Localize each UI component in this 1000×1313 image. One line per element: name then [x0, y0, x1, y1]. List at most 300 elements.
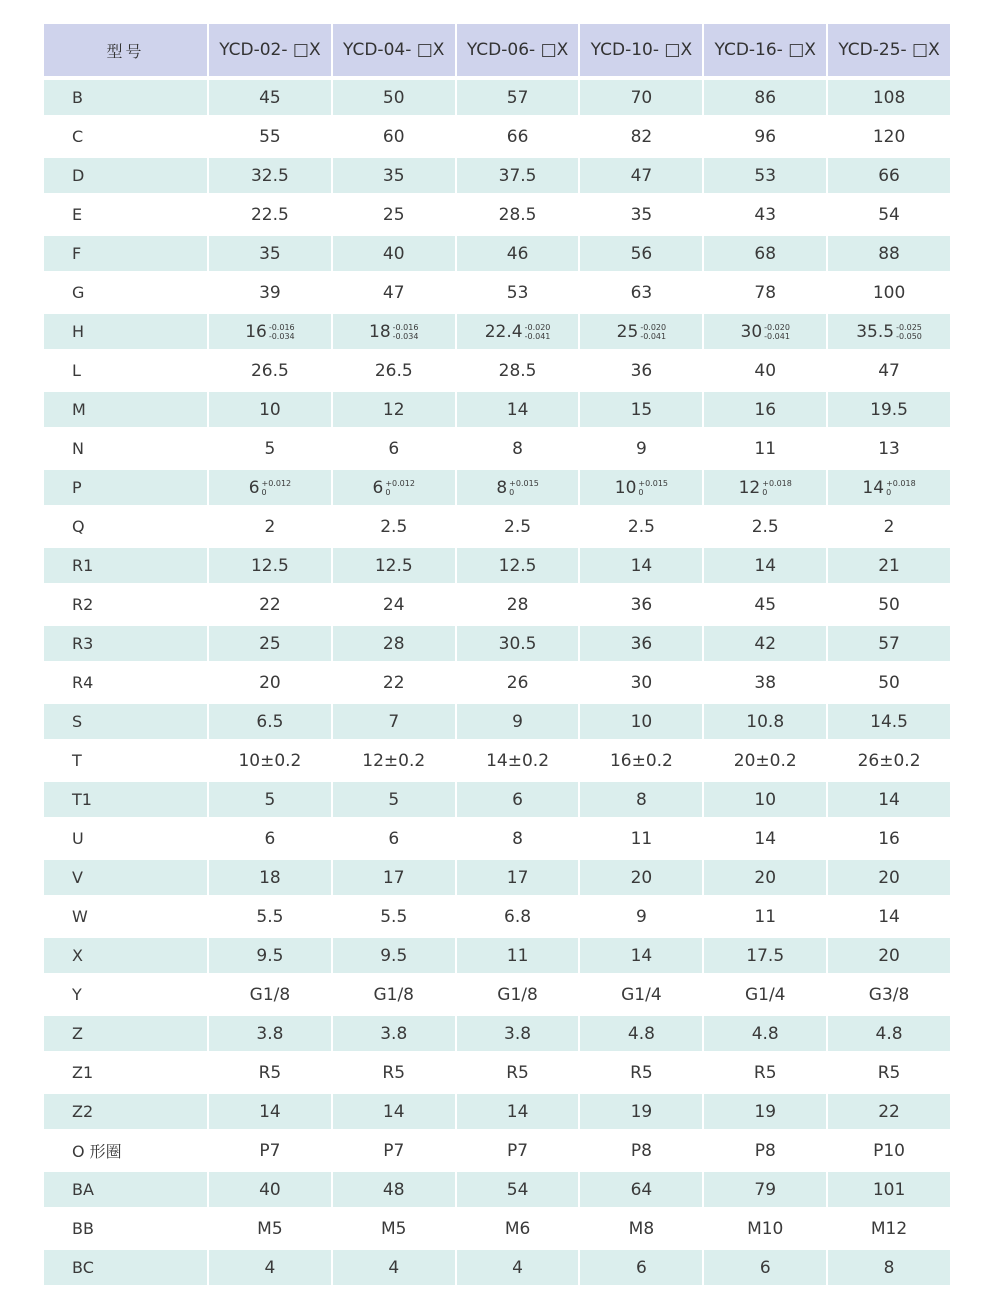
- cell-value: 6: [635, 1257, 647, 1278]
- table-cell: [704, 236, 826, 271]
- table-row: [44, 1211, 950, 1246]
- row-label: Y: [44, 977, 207, 1012]
- table-row: [44, 119, 950, 154]
- table-cell: [704, 80, 826, 115]
- cell-value: 47: [382, 282, 405, 303]
- cell-value: 26: [506, 672, 529, 693]
- cell-value: 17: [382, 867, 405, 888]
- table-cell: [828, 587, 950, 622]
- cell-value: 7: [388, 711, 400, 732]
- table-cell: [333, 1211, 455, 1246]
- cell-value: 4.8: [627, 1023, 655, 1044]
- cell-value: 40: [259, 1179, 281, 1200]
- cell-value: 10: [754, 789, 777, 810]
- table-cell: [457, 626, 579, 661]
- cell-value: 28: [382, 633, 405, 654]
- tolerance-upper: -0.016: [268, 322, 295, 332]
- cell-value: 10: [630, 711, 653, 732]
- table-cell: [333, 197, 455, 232]
- cell-value: 10.8: [746, 711, 785, 732]
- table-row: [44, 275, 950, 310]
- cell-value: 2.5: [751, 516, 779, 537]
- table-cell: [209, 353, 331, 388]
- table-cell: [828, 431, 950, 466]
- table-cell: [580, 860, 702, 895]
- table-cell: [828, 197, 950, 232]
- cell-value: 11: [630, 828, 653, 849]
- cell-value: 10: [259, 399, 281, 420]
- cell-value: P7: [507, 1140, 529, 1161]
- cell-value: 8: [512, 438, 523, 459]
- cell-value: 53: [754, 165, 777, 186]
- tolerance: [640, 323, 666, 341]
- table-cell: [457, 431, 579, 466]
- table-row: [44, 821, 950, 856]
- cell-value: 55: [259, 126, 281, 147]
- row-label: N: [44, 431, 207, 466]
- cell-value: 54: [878, 204, 900, 225]
- table-row: [44, 548, 950, 583]
- table-row: [44, 1055, 950, 1090]
- cell-value: 2: [264, 516, 276, 537]
- cell-value: 12: [382, 399, 405, 420]
- table-cell: [704, 314, 826, 349]
- cell-value: M5: [381, 1218, 407, 1239]
- cell-value: 57: [878, 633, 900, 654]
- cell-value: 101: [872, 1179, 906, 1200]
- cell-value: G1/8: [249, 984, 291, 1005]
- tolerance-upper: +0.012: [385, 478, 415, 488]
- cell-value: 4: [264, 1257, 276, 1278]
- cell-value: 13: [878, 438, 900, 459]
- table-cell: [457, 509, 579, 544]
- table-row: [44, 665, 950, 700]
- cell-value: 43: [754, 204, 777, 225]
- table-cell: [828, 236, 950, 271]
- tolerance-upper: -0.020: [640, 322, 667, 332]
- table-body: [44, 80, 950, 1285]
- cell-value: 26.5: [374, 360, 413, 381]
- table-cell: [333, 1250, 455, 1285]
- table-cell: [333, 392, 455, 427]
- table-cell: [457, 392, 579, 427]
- cell-value: M10: [747, 1218, 784, 1239]
- table-cell: [457, 353, 579, 388]
- cell-value: 54: [506, 1179, 529, 1200]
- cell-value: 66: [506, 126, 529, 147]
- row-label: D: [44, 158, 207, 193]
- cell-value: 9: [512, 711, 523, 732]
- cell-value: G3/8: [868, 984, 910, 1005]
- cell-value: 19.5: [870, 399, 908, 420]
- cell-value: 26±0.2: [857, 750, 921, 771]
- cell-value: 5.5: [256, 906, 284, 927]
- cell-value: 2.5: [504, 516, 532, 537]
- table-cell: [704, 899, 826, 934]
- cell-value: R5: [258, 1062, 282, 1083]
- cell-value: 11: [754, 906, 777, 927]
- table-cell: [704, 197, 826, 232]
- table-cell: [209, 860, 331, 895]
- cell-value: 47: [630, 165, 653, 186]
- table-row: [44, 1133, 950, 1168]
- tolerance-lower: -0.050: [896, 331, 922, 341]
- table-cell: [580, 704, 702, 739]
- table-cell: [580, 782, 702, 817]
- table-cell: [333, 704, 455, 739]
- cell-value: 8: [635, 789, 647, 810]
- cell-value: 5: [388, 789, 400, 810]
- table-cell: [457, 1016, 579, 1051]
- table-cell: [209, 275, 331, 310]
- table-cell: [457, 197, 579, 232]
- table-row: [44, 860, 950, 895]
- cell-value: 30.5: [498, 633, 537, 654]
- table-cell: [828, 1016, 950, 1051]
- table-row: [44, 392, 950, 427]
- table-cell: [457, 1250, 579, 1285]
- cell-value: 18: [369, 321, 391, 342]
- tolerance-lower: -0.041: [640, 331, 667, 341]
- cell-value: 9: [635, 906, 647, 927]
- table-cell: [457, 314, 579, 349]
- row-label: U: [44, 821, 207, 856]
- cell-value: 6: [388, 828, 400, 849]
- cell-value: 14: [382, 1101, 405, 1122]
- cell-value: 14±0.2: [486, 750, 550, 771]
- table-cell: [704, 938, 826, 973]
- cell-value: 36: [630, 594, 653, 615]
- table-cell: [704, 1016, 826, 1051]
- table-row: [44, 626, 950, 661]
- tolerance-upper: +0.015: [638, 478, 669, 488]
- table-cell: [333, 80, 455, 115]
- cell-value: 22: [878, 1101, 900, 1122]
- table-cell: [457, 743, 579, 778]
- cell-value: 3.8: [504, 1023, 532, 1044]
- table-cell: [828, 899, 950, 934]
- tolerance-lower: 0: [886, 487, 892, 497]
- table-cell: [580, 899, 702, 934]
- table-cell: [209, 626, 331, 661]
- table-cell: [704, 392, 826, 427]
- table-cell: [828, 782, 950, 817]
- table-cell: [457, 158, 579, 193]
- row-label: C: [44, 119, 207, 154]
- row-label: B: [44, 80, 207, 115]
- table-cell: [828, 80, 950, 115]
- table-cell: [580, 743, 702, 778]
- cell-value: 36: [630, 360, 653, 381]
- cell-value: 45: [754, 594, 777, 615]
- table-cell: [704, 743, 826, 778]
- table-row: [44, 899, 950, 934]
- cell-value: 35: [259, 243, 281, 264]
- row-label: BC: [44, 1250, 207, 1285]
- table-row: [44, 977, 950, 1012]
- cell-value: 42: [754, 633, 777, 654]
- tolerance: [262, 479, 292, 497]
- table-cell: [209, 197, 331, 232]
- table-cell: [704, 626, 826, 661]
- table-cell: [704, 1094, 826, 1129]
- cell-value: 64: [630, 1179, 653, 1200]
- tolerance: [764, 323, 790, 341]
- table-cell: [704, 509, 826, 544]
- table-row: [44, 587, 950, 622]
- table-cell: [580, 80, 702, 115]
- cell-value: 35.5: [856, 321, 895, 342]
- tolerance-lower: -0.034: [392, 331, 419, 341]
- tolerance: [509, 479, 539, 497]
- cell-value: 66: [878, 165, 900, 186]
- table-cell: [209, 782, 331, 817]
- tolerance: [762, 479, 792, 497]
- row-label: X: [44, 938, 207, 973]
- cell-value: 5: [264, 789, 276, 810]
- table-cell: [209, 938, 331, 973]
- cell-value: 38: [754, 672, 777, 693]
- cell-value: 25: [382, 204, 405, 225]
- row-label: M: [44, 392, 207, 427]
- table-cell: [457, 1094, 579, 1129]
- row-label: F: [44, 236, 207, 271]
- table-cell: [209, 743, 331, 778]
- table-cell: [580, 1172, 702, 1207]
- table-cell: [704, 548, 826, 583]
- table-cell: [333, 431, 455, 466]
- cell-value: 12: [738, 477, 761, 498]
- table-cell: [828, 1133, 950, 1168]
- table-cell: [333, 470, 455, 505]
- tolerance-upper: -0.016: [392, 322, 419, 332]
- table-row: [44, 314, 950, 349]
- row-label: R2: [44, 587, 207, 622]
- cell-value: 28.5: [498, 204, 537, 225]
- table-cell: [333, 665, 455, 700]
- cell-value: 2.5: [627, 516, 655, 537]
- cell-value: 4: [512, 1257, 523, 1278]
- tolerance-upper: -0.025: [896, 322, 922, 332]
- table-cell: [333, 626, 455, 661]
- table-row: [44, 80, 950, 115]
- table-cell: [828, 665, 950, 700]
- table-cell: [209, 470, 331, 505]
- row-label: O 形圈: [44, 1133, 207, 1168]
- cell-value: 14: [506, 1101, 529, 1122]
- cell-value: 22.5: [250, 204, 289, 225]
- table-cell: [333, 743, 455, 778]
- table-cell: [828, 821, 950, 856]
- header-model-col: YCD-04- □X: [333, 24, 455, 76]
- cell-value: P8: [754, 1140, 776, 1161]
- table-cell: [209, 1250, 331, 1285]
- cell-value: 6: [512, 789, 523, 810]
- cell-value: 32.5: [250, 165, 289, 186]
- table-cell: [209, 509, 331, 544]
- cell-value: 5: [264, 438, 276, 459]
- table-cell: [457, 899, 579, 934]
- cell-value: 5.5: [380, 906, 408, 927]
- table-cell: [704, 587, 826, 622]
- table-cell: [209, 158, 331, 193]
- table-cell: [828, 1250, 950, 1285]
- cell-value: 12±0.2: [362, 750, 426, 771]
- header-model-label: 型号: [44, 24, 207, 76]
- cell-value: 60: [382, 126, 405, 147]
- cell-value: 45: [259, 87, 281, 108]
- table-cell: [209, 1133, 331, 1168]
- table-cell: [209, 977, 331, 1012]
- cell-value: 11: [754, 438, 777, 459]
- row-label: R3: [44, 626, 207, 661]
- cell-value: 36: [630, 633, 653, 654]
- cell-value: 8: [883, 1257, 895, 1278]
- table-cell: [580, 626, 702, 661]
- row-label: H: [44, 314, 207, 349]
- row-label: S: [44, 704, 207, 739]
- row-label: V: [44, 860, 207, 895]
- row-label: T1: [44, 782, 207, 817]
- cell-value: 40: [382, 243, 405, 264]
- cell-value: M6: [504, 1218, 531, 1239]
- tolerance-upper: +0.018: [886, 478, 916, 488]
- tolerance: [638, 479, 668, 497]
- table-row: [44, 938, 950, 973]
- cell-value: 40: [754, 360, 777, 381]
- table-cell: [580, 1250, 702, 1285]
- table-cell: [457, 860, 579, 895]
- table-cell: [457, 821, 579, 856]
- cell-value: 14.5: [870, 711, 908, 732]
- row-label: T: [44, 743, 207, 778]
- tolerance: [393, 323, 419, 341]
- cell-value: 50: [878, 594, 900, 615]
- cell-value: 120: [872, 126, 906, 147]
- table-cell: [828, 860, 950, 895]
- table-row: [44, 158, 950, 193]
- row-label: Z2: [44, 1094, 207, 1129]
- tolerance: [896, 323, 922, 341]
- cell-value: 63: [630, 282, 653, 303]
- table-cell: [457, 275, 579, 310]
- cell-value: 53: [506, 282, 529, 303]
- cell-value: 2.5: [380, 516, 408, 537]
- cell-value: G1/8: [497, 984, 538, 1005]
- table-cell: [704, 275, 826, 310]
- table-cell: [580, 158, 702, 193]
- row-label: G: [44, 275, 207, 310]
- cell-value: 6: [759, 1257, 771, 1278]
- table-cell: [333, 548, 455, 583]
- cell-value: 14: [878, 789, 900, 810]
- header-model-col: YCD-06- □X: [457, 24, 579, 76]
- table-cell: [457, 938, 579, 973]
- cell-value: P7: [259, 1140, 281, 1161]
- table-cell: [209, 119, 331, 154]
- table-cell: [828, 158, 950, 193]
- cell-value: 4: [388, 1257, 400, 1278]
- table-cell: [704, 1133, 826, 1168]
- cell-value: R5: [753, 1062, 777, 1083]
- tolerance-lower: -0.034: [268, 331, 295, 341]
- table-cell: [828, 119, 950, 154]
- cell-value: R5: [506, 1062, 529, 1083]
- cell-value: 28: [506, 594, 529, 615]
- cell-value: 16: [245, 321, 267, 342]
- row-label: Z: [44, 1016, 207, 1051]
- cell-value: 17.5: [746, 945, 785, 966]
- cell-value: 6.5: [256, 711, 284, 732]
- table-cell: [457, 782, 579, 817]
- table-cell: [333, 353, 455, 388]
- table-cell: [333, 821, 455, 856]
- table-cell: [333, 899, 455, 934]
- table-cell: [580, 236, 702, 271]
- cell-value: 20±0.2: [733, 750, 797, 771]
- cell-value: 22: [382, 672, 405, 693]
- cell-value: 86: [754, 87, 777, 108]
- table-cell: [580, 197, 702, 232]
- tolerance-upper: +0.015: [509, 478, 539, 488]
- cell-value: 14: [506, 399, 529, 420]
- table-cell: [209, 548, 331, 583]
- table-cell: [457, 470, 579, 505]
- table-cell: [457, 977, 579, 1012]
- cell-value: 35: [382, 165, 405, 186]
- cell-value: 35: [630, 204, 653, 225]
- table-cell: [333, 860, 455, 895]
- table-cell: [580, 977, 702, 1012]
- cell-value: 14: [878, 906, 900, 927]
- cell-value: 20: [630, 867, 653, 888]
- cell-value: 9.5: [256, 945, 284, 966]
- table-cell: [580, 548, 702, 583]
- table-cell: [704, 1211, 826, 1246]
- table-cell: [333, 977, 455, 1012]
- table-cell: [704, 1172, 826, 1207]
- table-cell: [209, 392, 331, 427]
- cell-value: 14: [630, 555, 653, 576]
- table-cell: [580, 1094, 702, 1129]
- table-cell: [457, 1133, 579, 1168]
- cell-value: 6: [264, 828, 276, 849]
- cell-value: 20: [878, 945, 900, 966]
- header-model-col: YCD-02- □X: [209, 24, 331, 76]
- cell-value: 6.8: [504, 906, 532, 927]
- cell-value: 17: [506, 867, 529, 888]
- table-cell: [333, 1055, 455, 1090]
- cell-value: P8: [630, 1140, 652, 1161]
- table-cell: [704, 158, 826, 193]
- cell-value: P7: [383, 1140, 405, 1161]
- row-label: BB: [44, 1211, 207, 1246]
- cell-value: 20: [259, 672, 281, 693]
- row-label: L: [44, 353, 207, 388]
- tolerance-upper: -0.020: [764, 322, 790, 332]
- cell-value: 26.5: [250, 360, 289, 381]
- cell-value: 22: [259, 594, 281, 615]
- cell-value: 14: [754, 828, 777, 849]
- cell-value: 25: [259, 633, 281, 654]
- table-cell: [580, 587, 702, 622]
- cell-value: 9.5: [380, 945, 408, 966]
- table-cell: [828, 1094, 950, 1129]
- cell-value: 79: [754, 1179, 777, 1200]
- tolerance-upper: +0.012: [261, 478, 292, 488]
- cell-value: 6: [388, 438, 400, 459]
- table-cell: [828, 1172, 950, 1207]
